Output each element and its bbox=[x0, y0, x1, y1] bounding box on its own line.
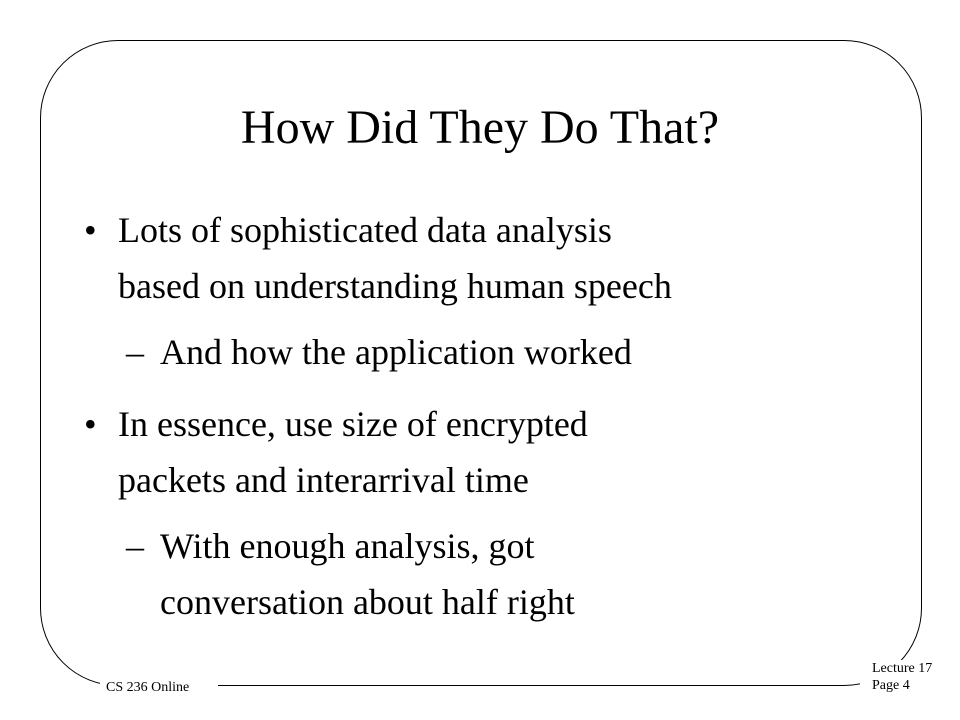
sub-bullet-1-line-1: And how the application worked bbox=[160, 332, 632, 372]
sub-bullet-2-line-1: With enough analysis, got bbox=[160, 526, 535, 566]
bullet-1-line-1: Lots of sophisticated data analysis bbox=[118, 210, 612, 250]
bullet-1-line-2: based on understanding human speech bbox=[118, 266, 672, 306]
sub-bullet-dash: – bbox=[126, 526, 144, 566]
sub-bullet-2-line-2: conversation about half right bbox=[160, 582, 575, 622]
slide-title: How Did They Do That? bbox=[240, 101, 720, 154]
footer-course: CS 236 Online bbox=[106, 680, 190, 695]
bullet-dot: • bbox=[84, 404, 97, 444]
bullet-2-line-1: In essence, use size of encrypted bbox=[118, 404, 588, 444]
bullet-dot: • bbox=[84, 210, 97, 250]
sub-bullet-dash: – bbox=[126, 332, 144, 372]
footer-page: Page 4 bbox=[872, 678, 910, 693]
footer-lecture-info bbox=[872, 660, 932, 694]
bullet-2-line-2: packets and interarrival time bbox=[118, 460, 529, 500]
footer-lecture: Lecture 17 bbox=[872, 661, 933, 676]
